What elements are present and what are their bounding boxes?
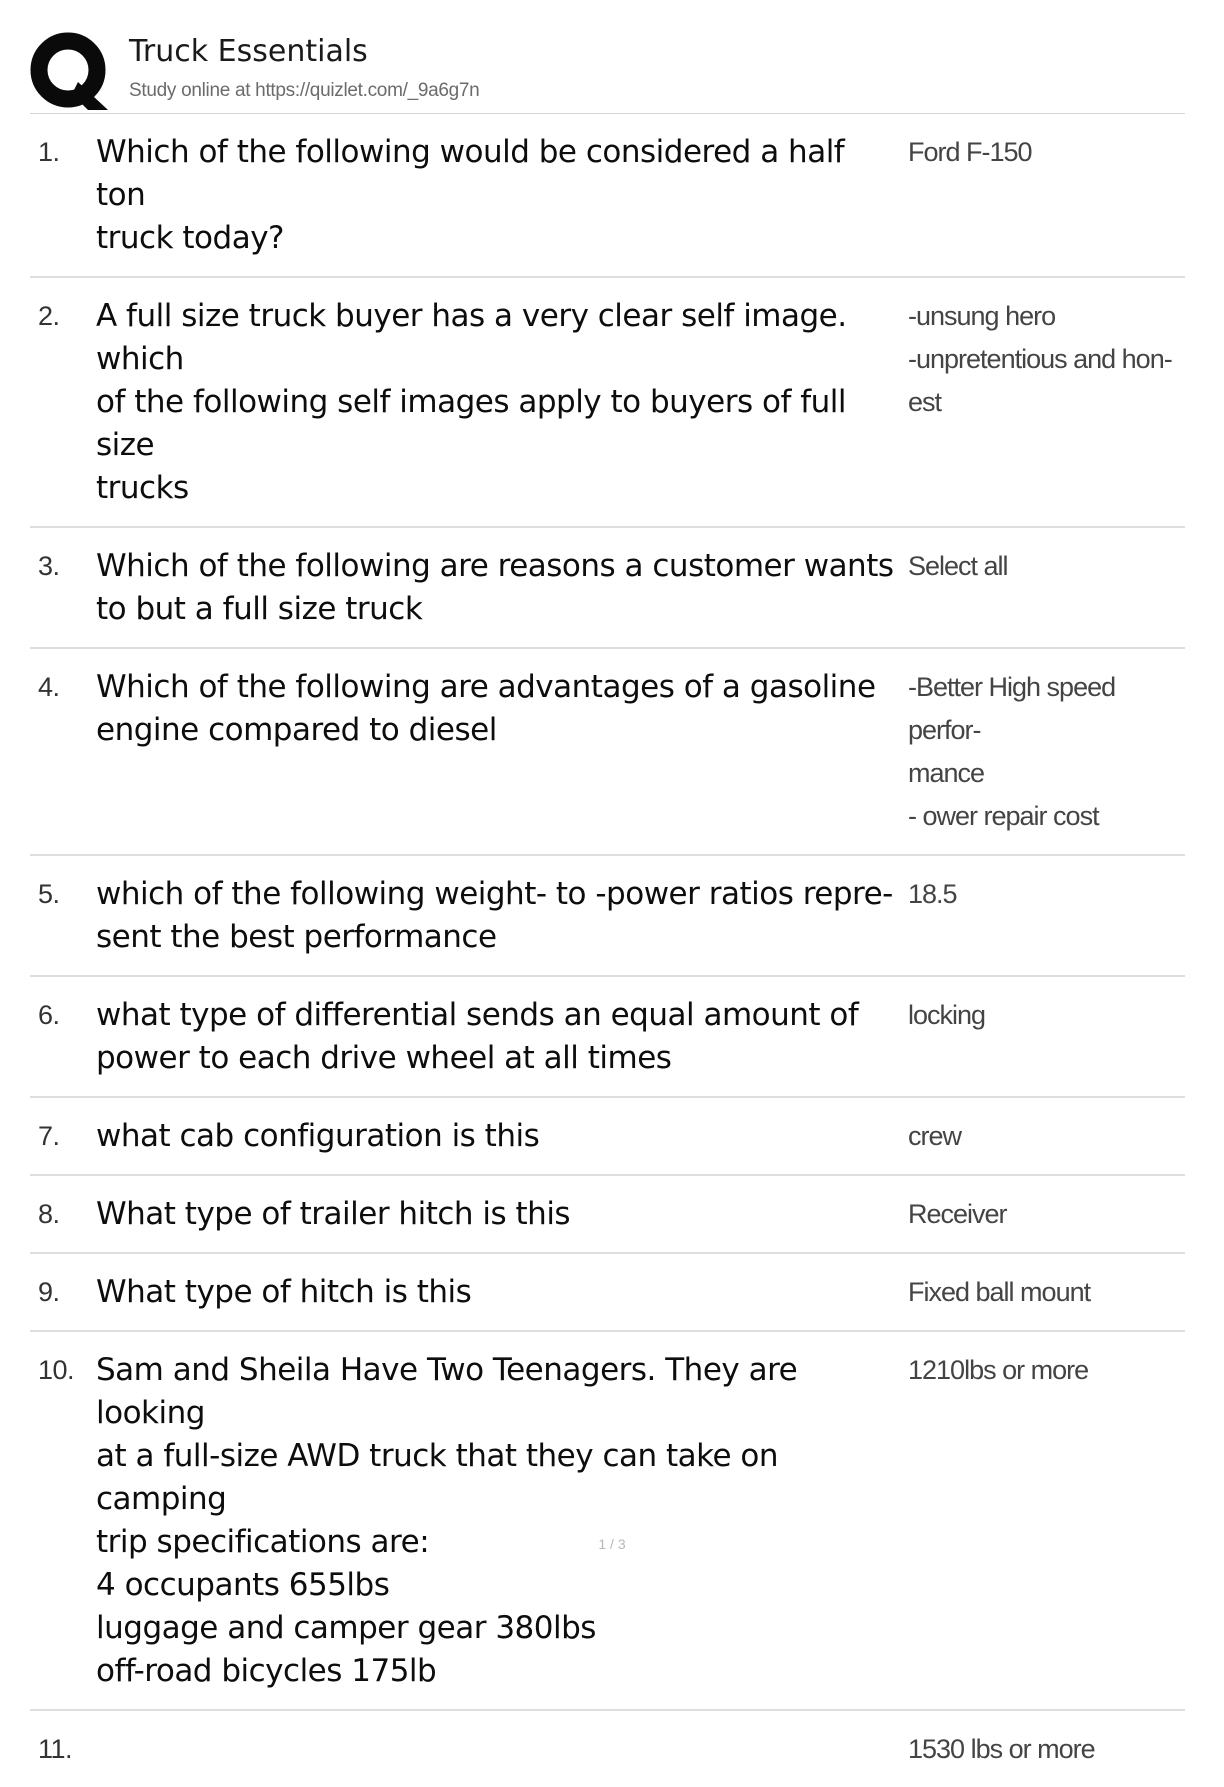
card-definition: 1210lbs or more: [908, 1355, 1089, 1385]
study-online-link[interactable]: Study online at https://quizlet.com/_9a6g7n: [129, 80, 480, 101]
card-number: 6.: [38, 1000, 60, 1030]
card-definition: 1530 lbs or more: [908, 1734, 1095, 1764]
card-term: what type of differential sends an equal amount of power to each drive wheel at all times: [96, 997, 859, 1076]
card-number: 5.: [38, 879, 60, 909]
card-number: 4.: [38, 672, 60, 702]
card-term: Which of the following would be considered a half ton truck today?: [96, 134, 845, 256]
card-definition: -unsung hero -unpretentious and hon- est: [908, 301, 1172, 417]
flashcard-row: [30, 1176, 1185, 1254]
page-number: 1 / 3: [598, 1536, 626, 1552]
flashcard-row: [30, 1254, 1185, 1332]
card-number: 9.: [38, 1277, 60, 1307]
page-header: [30, 28, 1190, 114]
card-definition: Receiver: [908, 1199, 1007, 1229]
card-definition: locking: [908, 1000, 986, 1030]
card-number: 3.: [38, 551, 60, 581]
card-term: What type of trailer hitch is this: [96, 1196, 571, 1232]
card-term: what cab configuration is this: [96, 1118, 540, 1154]
card-definition: Fixed ball mount: [908, 1277, 1091, 1307]
card-number: 11.: [38, 1734, 73, 1764]
flashcard-row: [30, 114, 1185, 278]
card-definition: Ford F-150: [908, 137, 1032, 167]
card-term: Which of the following are advantages of a gasoline engine compared to diesel: [96, 669, 876, 748]
card-definition: 18.5: [908, 879, 957, 909]
card-number: 2.: [38, 301, 60, 331]
card-definition: crew: [908, 1121, 962, 1151]
flashcard-row: [30, 856, 1185, 977]
card-term: which of the following weight- to -power ratios repre- sent the best performance: [96, 876, 893, 955]
card-term: What type of hitch is this: [96, 1274, 472, 1310]
flashcard-row: [30, 528, 1185, 649]
card-number: 10.: [38, 1355, 75, 1385]
set-title: Truck Essentials: [129, 34, 368, 69]
flashcard-row: [30, 977, 1185, 1098]
card-term: Sam and Sheila Have Two Teenagers. They are looking at a full-size AWD truck that they can take on camping trip specifications are: 4 occupants 655lbs luggage and camper gear 380lbs off-road bicycles 175lb: [96, 1352, 798, 1689]
card-number: 8.: [38, 1199, 60, 1229]
flashcard-row: [30, 1711, 1185, 1787]
flashcard-row: [30, 278, 1185, 528]
card-term: [96, 1728, 902, 1771]
quizlet-logo-icon: [30, 32, 110, 112]
card-number: 7.: [38, 1121, 60, 1151]
card-term: Which of the following are reasons a customer wants to but a full size truck: [96, 548, 894, 627]
flashcard-row: [30, 1098, 1185, 1176]
card-definition: Select all: [908, 551, 1008, 581]
flashcard-row: [30, 1332, 1185, 1711]
card-number: 1.: [38, 137, 60, 167]
card-definition: -Better High speed perfor- mance - ower repair cost: [908, 672, 1116, 831]
flashcard-row: [30, 649, 1185, 856]
card-term: A full size truck buyer has a very clear self image. which of the following self images apply to buyers of full size trucks: [96, 298, 847, 506]
